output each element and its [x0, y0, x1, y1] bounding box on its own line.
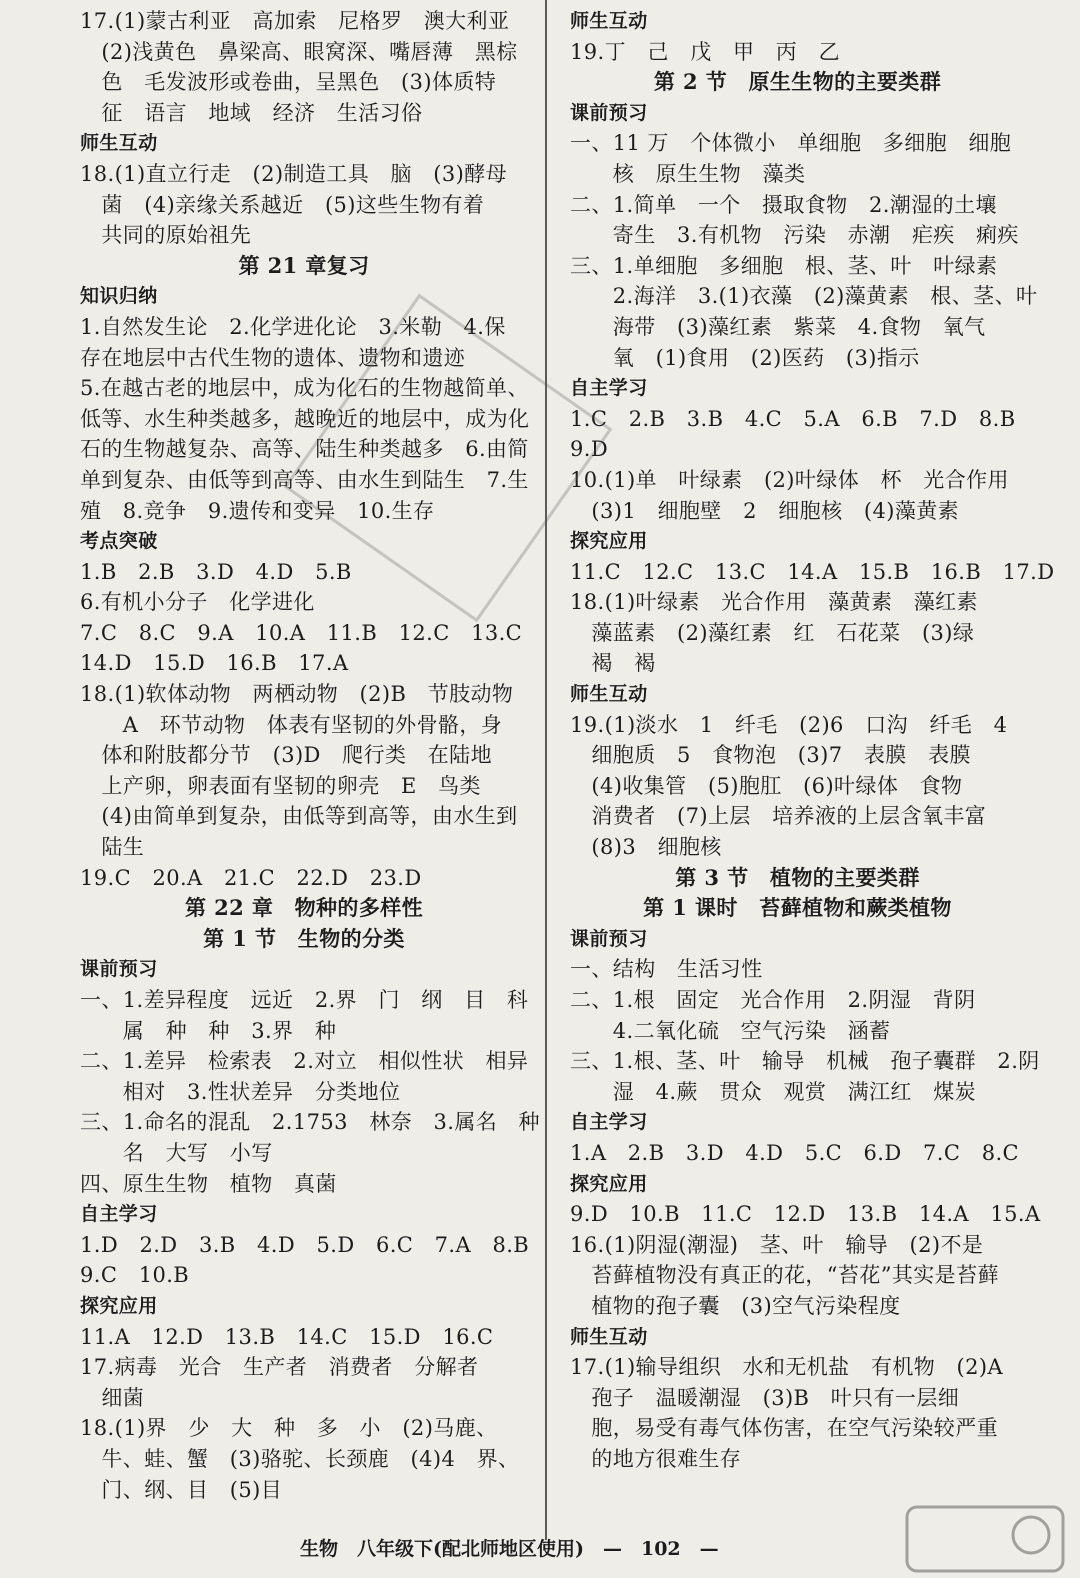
answer-line: 陆生 [80, 835, 145, 860]
answer-line: 18.(1)叶绿素 光合作用 藻黄素 藻红素 [570, 590, 978, 615]
answer-line: 四、原生生物 植物 真菌 [80, 1171, 337, 1196]
section-heading: 课前预习 [80, 958, 158, 981]
answer-line: (8)3 细胞核 [570, 835, 722, 860]
answer-line: 核 原生生物 藻类 [570, 161, 806, 186]
section-heading: 探究应用 [80, 1294, 158, 1317]
answer-line: 名 大写 小写 [80, 1140, 273, 1165]
answer-line: 17.病毒 光合 生产者 消费者 分解者 [80, 1355, 479, 1380]
answer-line: 19.丁 己 戊 甲 丙 乙 [570, 39, 840, 64]
answer-line: 征 语言 地域 经济 生活习俗 [80, 100, 423, 125]
answer-line: 1.B 2.B 3.D 4.D 5.B [80, 559, 352, 584]
answer-line: A 环节动物 体表有坚韧的外骨骼，身 [80, 712, 503, 737]
answer-line: (4)收集管 (5)胞肛 (6)叶绿体 食物 [570, 773, 963, 798]
answer-line: 11.A 12.D 13.B 14.C 15.D 16.C [80, 1324, 494, 1349]
chapter-title: 第 1 节 生物的分类 [203, 925, 405, 951]
page-footer: 生物 八年级下(配北师地区使用) — 102 — [300, 1538, 719, 1560]
answer-line: 菌 (4)亲缘关系越近 (5)这些生物有着 [80, 192, 485, 217]
answer-line: 湿 4.蕨 贯众 观赏 满江红 煤炭 [570, 1079, 977, 1104]
answer-line: 7.C 8.C 9.A 10.A 11.B 12.C 13.C [80, 620, 523, 645]
answer-line: 9.C 10.B [80, 1263, 190, 1288]
answer-line: 上产卵，卵表面有坚韧的卵壳 E 鸟类 [80, 773, 481, 798]
answer-line: 三、1.单细胞 多细胞 根、茎、叶 叶绿素 [570, 253, 998, 278]
watermark-logo [905, 1505, 1065, 1573]
chapter-title: 第 2 节 原生生物的主要类群 [653, 69, 942, 95]
answer-line: 胞，易受有毒气体伤害，在空气污染较严重 [570, 1416, 998, 1441]
right-text-block [570, 6, 1055, 1475]
section-heading: 师生互动 [570, 1325, 648, 1348]
section-heading: 知识归纳 [80, 285, 158, 308]
answer-line: 16.(1)阴湿(潮湿) 茎、叶 输导 (2)不是 [570, 1232, 984, 1257]
answer-line: 低等、水生种类越多，越晚近的地层中，成为化 [80, 406, 530, 431]
answer-line: (2)浅黄色 鼻梁高、眼窝深、嘴唇薄 黑棕 [80, 39, 518, 64]
answer-line: 二、1.差异 检索表 2.对立 相似性状 相异 [80, 1049, 529, 1074]
answer-line: 存在地层中古代生物的遗体、遗物和遗迹 [80, 345, 466, 370]
answer-line: 1.A 2.B 3.D 4.D 5.C 6.D 7.C 8.C [570, 1140, 1020, 1165]
answer-line: 苔藓植物没有真正的花，“苔花”其实是苔藓 [570, 1263, 999, 1288]
answer-line: 19.C 20.A 21.C 22.D 23.D [80, 865, 422, 890]
chapter-title: 第 1 课时 苔藓植物和蕨类植物 [643, 895, 952, 921]
answer-line: 石的生物越复杂、高等、陆生种类越多 6.由简 [80, 437, 529, 462]
answer-line: 相对 3.性状差异 分类地位 [80, 1079, 401, 1104]
right-column [570, 6, 1055, 1475]
answer-line: 植物的孢子囊 (3)空气污染程度 [570, 1293, 901, 1318]
answer-line: 18.(1)界 少 大 种 多 小 (2)马鹿、 [80, 1416, 498, 1441]
answer-line: 二、1.简单 一个 摄取食物 2.潮湿的土壤 [570, 192, 997, 217]
answer-line: 消费者 (7)上层 培养液的上层含氧丰富 [570, 804, 987, 829]
answer-line: 17.(1)输导组织 水和无机盐 有机物 (2)A [570, 1355, 1004, 1380]
answer-line: 9.D [570, 437, 609, 462]
answer-line: 二、1.根 固定 光合作用 2.阴湿 背阴 [570, 988, 976, 1012]
answer-line: 牛、蛙、蟹 (3)骆驼、长颈鹿 (4)4 界、 [80, 1446, 520, 1471]
answer-line: 体和附肢都分节 (3)D 爬行类 在陆地 [80, 743, 492, 768]
answer-line: 14.D 15.D 16.B 17.A [80, 651, 349, 676]
answer-line: 1.D 2.D 3.B 4.D 5.D 6.C 7.A 8.B [80, 1232, 530, 1257]
answer-line: 10.(1)单 叶绿素 (2)叶绿体 杯 光合作用 [570, 467, 1009, 492]
answer-line: 9.D 10.B 11.C 12.D 13.B 14.A 15.A [570, 1202, 1041, 1227]
answer-line: 一、结构 生活习性 [570, 957, 763, 982]
answer-line: 5.在越古老的地层中，成为化石的生物越简单、 [80, 376, 529, 401]
chapter-title: 第 21 章复习 [238, 252, 370, 278]
answer-line: 11.C 12.C 13.C 14.A 15.B 16.B 17.D [570, 559, 1055, 584]
answer-line: 氧 (1)食用 (2)医药 (3)指示 [570, 345, 920, 370]
answer-line: 19.(1)淡水 1 纤毛 (2)6 口沟 纤毛 4 [570, 712, 1008, 737]
answer-line: 色 毛发波形或卷曲，呈黑色 (3)体质特 [80, 70, 497, 95]
answer-line: 褐 褐 [570, 651, 656, 676]
answer-line: 单到复杂、由低等到高等、由水生到陆生 7.生 [80, 467, 529, 492]
answer-line: 寄生 3.有机物 污染 赤潮 疟疾 痢疾 [570, 223, 1019, 248]
section-heading: 师生互动 [570, 683, 648, 706]
answer-line: 共同的原始祖先 [80, 223, 252, 248]
answer-line: 的地方很难生存 [570, 1446, 742, 1471]
answer-line: 1.C 2.B 3.B 4.C 5.A 6.B 7.D 8.B [570, 406, 1016, 431]
column-divider [545, 0, 547, 1540]
answer-line: (3)1 细胞壁 2 细胞核 (4)藻黄素 [570, 498, 960, 523]
section-heading: 师生互动 [570, 10, 648, 32]
section-heading: 探究应用 [570, 1172, 648, 1195]
answer-line: 18.(1)软体动物 两栖动物 (2)B 节肢动物 [80, 682, 514, 707]
answer-line: 三、1.根、茎、叶 输导 机械 孢子囊群 2.阴 [570, 1049, 1040, 1074]
section-heading: 考点突破 [80, 530, 158, 553]
left-text-block [80, 6, 540, 1505]
answer-line: 藻蓝素 (2)藻红素 红 石花菜 (3)绿 [570, 620, 975, 645]
section-heading: 自主学习 [570, 1111, 648, 1134]
answer-line: (4)由简单到复杂，由低等到高等，由水生到 [80, 804, 518, 829]
answer-line: 4.二氧化硫 空气污染 涵蓄 [570, 1018, 891, 1043]
answer-line: 6.有机小分子 化学进化 [80, 590, 315, 615]
answer-line: 孢子 温暖潮湿 (3)B 叶只有一层细 [570, 1385, 960, 1410]
section-heading: 自主学习 [80, 1203, 158, 1226]
answer-line: 海带 (3)藻红素 紫菜 4.食物 氧气 [570, 314, 986, 339]
answer-line: 三、1.命名的混乱 2.1753 林奈 3.属名 种 [80, 1110, 540, 1135]
section-heading: 课前预习 [570, 927, 648, 950]
section-heading: 自主学习 [570, 377, 648, 400]
answer-line: 细胞质 5 食物泡 (3)7 表膜 表膜 [570, 743, 971, 768]
answer-line: 2.海洋 3.(1)衣藻 (2)藻黄素 根、茎、叶 [570, 284, 1038, 309]
chapter-title: 第 22 章 物种的多样性 [184, 895, 424, 921]
section-heading: 课前预习 [570, 101, 648, 124]
answer-line: 门、纲、目 (5)目 [80, 1477, 283, 1502]
answer-line: 18.(1)直立行走 (2)制造工具 脑 (3)酵母 [80, 161, 508, 186]
left-column [80, 6, 540, 1505]
answer-line: 殖 8.竞争 9.遗传和变异 10.生存 [80, 498, 435, 523]
answer-line: 属 种 种 3.界 种 [80, 1018, 337, 1043]
answer-line: 一、11 万 个体微小 单细胞 多细胞 细胞 [570, 131, 1012, 156]
answer-line: 细菌 [80, 1385, 145, 1410]
chapter-title: 第 3 节 植物的主要类群 [675, 864, 920, 890]
section-heading: 探究应用 [570, 530, 648, 553]
section-heading: 师生互动 [80, 132, 158, 155]
answer-line: 1.自然发生论 2.化学进化论 3.米勒 4.保 [80, 314, 506, 339]
answer-line: 一、1.差异程度 远近 2.界 门 纲 目 科 [80, 988, 529, 1012]
answer-line: 17.(1)蒙古利亚 高加索 尼格罗 澳大利亚 [80, 9, 510, 33]
